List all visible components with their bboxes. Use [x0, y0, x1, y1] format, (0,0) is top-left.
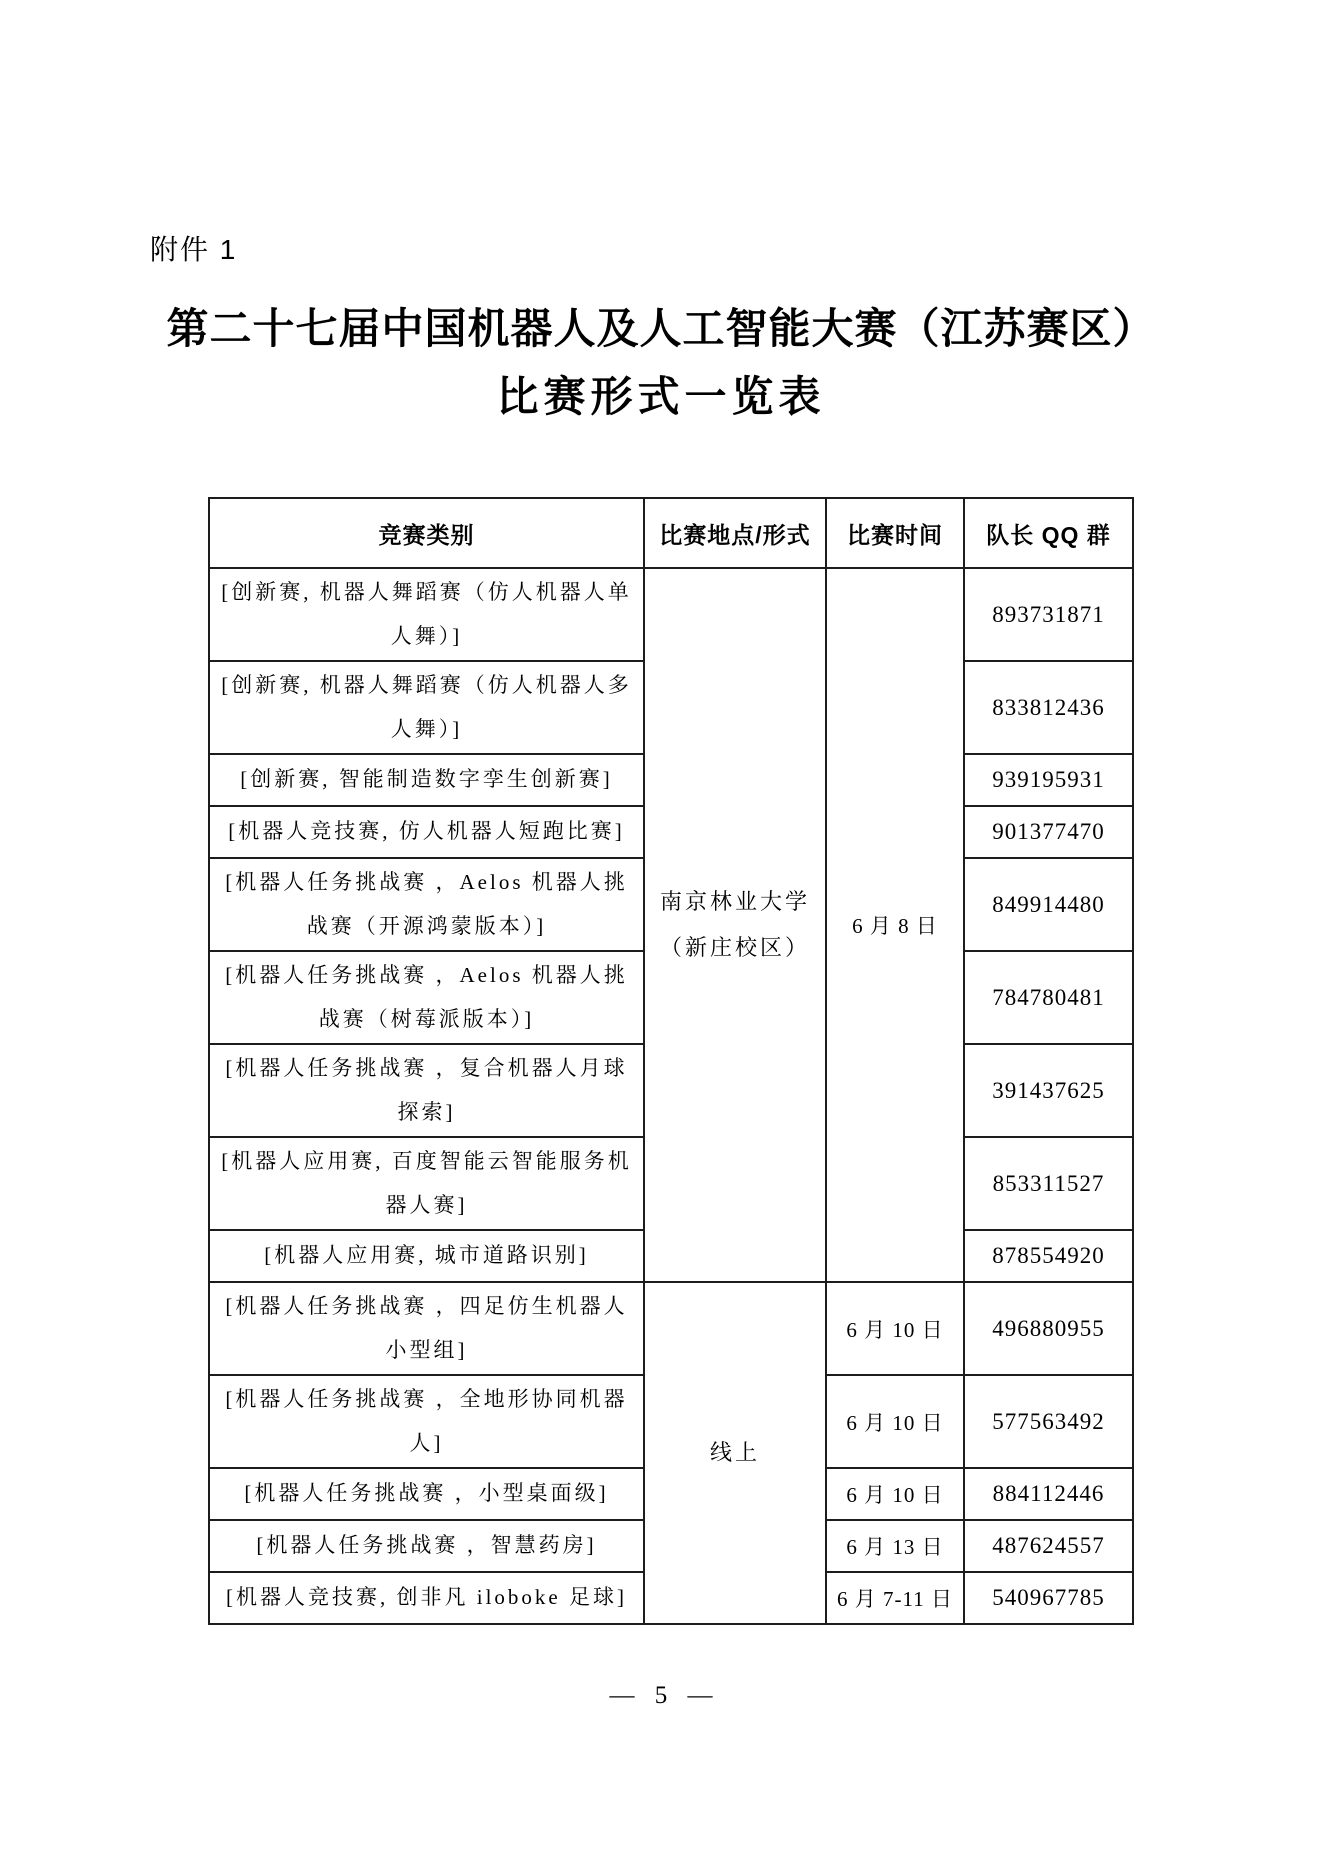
time-cell-offline: 6 月 8 日	[826, 568, 964, 1282]
qq-cell: 853311527	[964, 1137, 1133, 1230]
time-cell: 6 月 7-11 日	[826, 1572, 964, 1624]
qq-cell: 784780481	[964, 951, 1133, 1044]
header-time: 比赛时间	[826, 498, 964, 568]
category-cell: [机器人任务挑战赛 ，Aelos 机器人挑战赛（开源鸿蒙版本）]	[209, 858, 644, 951]
qq-cell: 878554920	[964, 1230, 1133, 1282]
attachment-label: 附件 1	[150, 234, 238, 265]
competition-table	[208, 497, 1134, 1625]
time-cell: 6 月 10 日	[826, 1468, 964, 1520]
category-cell: [机器人任务挑战赛 ，全地形协同机器人]	[209, 1375, 644, 1468]
location-line1: 南京林业大学	[659, 888, 810, 914]
category-cell: [机器人任务挑战赛 ，智慧药房]	[209, 1520, 644, 1572]
location-line2: （新庄校区）	[659, 935, 810, 960]
category-cell: [机器人竞技赛, 仿人机器人短跑比赛]	[209, 806, 644, 858]
qq-cell: 577563492	[964, 1375, 1133, 1468]
category-cell: [机器人任务挑战赛 ，小型桌面级]	[209, 1468, 644, 1520]
document-title	[0, 296, 1322, 432]
category-cell: [创新赛, 机器人舞蹈赛（仿人机器人多人舞）]	[209, 661, 644, 754]
location-cell-offline	[644, 568, 826, 1282]
qq-cell: 496880955	[964, 1282, 1133, 1375]
category-cell: [机器人应用赛, 城市道路识别]	[209, 1230, 644, 1282]
time-cell: 6 月 10 日	[826, 1282, 964, 1375]
category-cell: [机器人任务挑战赛 ，四足仿生机器人小型组]	[209, 1282, 644, 1375]
qq-cell: 884112446	[964, 1468, 1133, 1520]
qq-cell: 901377470	[964, 806, 1133, 858]
qq-cell: 833812436	[964, 661, 1133, 754]
document-title-line2: 比赛形式一览表	[496, 375, 826, 422]
category-cell: [创新赛, 机器人舞蹈赛（仿人机器人单人舞）]	[209, 568, 644, 661]
header-category: 竞赛类别	[209, 498, 644, 568]
qq-cell: 893731871	[964, 568, 1133, 661]
document-title-line1: 第二十七届中国机器人及人工智能大赛（江苏赛区）	[166, 307, 1156, 353]
time-cell: 6 月 10 日	[826, 1375, 964, 1468]
qq-cell: 849914480	[964, 858, 1133, 951]
category-cell: [机器人应用赛, 百度智能云智能服务机器人赛]	[209, 1137, 644, 1230]
header-location: 比赛地点/形式	[644, 498, 826, 568]
location-cell-online: 线上	[644, 1282, 826, 1624]
header-qq-group: 队长 QQ 群	[964, 498, 1133, 568]
category-cell: [机器人竞技赛, 创非凡 iloboke 足球]	[209, 1572, 644, 1624]
table-header-row	[209, 498, 1133, 568]
time-cell: 6 月 13 日	[826, 1520, 964, 1572]
category-cell: [创新赛, 智能制造数字孪生创新赛]	[209, 754, 644, 806]
page-number: — 5 —	[609, 1682, 713, 1709]
qq-cell: 391437625	[964, 1044, 1133, 1137]
qq-cell: 540967785	[964, 1572, 1133, 1624]
table-row	[209, 568, 1133, 661]
category-cell: [机器人任务挑战赛 ，Aelos 机器人挑战赛（树莓派版本）]	[209, 951, 644, 1044]
qq-cell: 487624557	[964, 1520, 1133, 1572]
category-cell: [机器人任务挑战赛 ，复合机器人月球探索]	[209, 1044, 644, 1137]
qq-cell: 939195931	[964, 754, 1133, 806]
table-row	[209, 1282, 1133, 1375]
